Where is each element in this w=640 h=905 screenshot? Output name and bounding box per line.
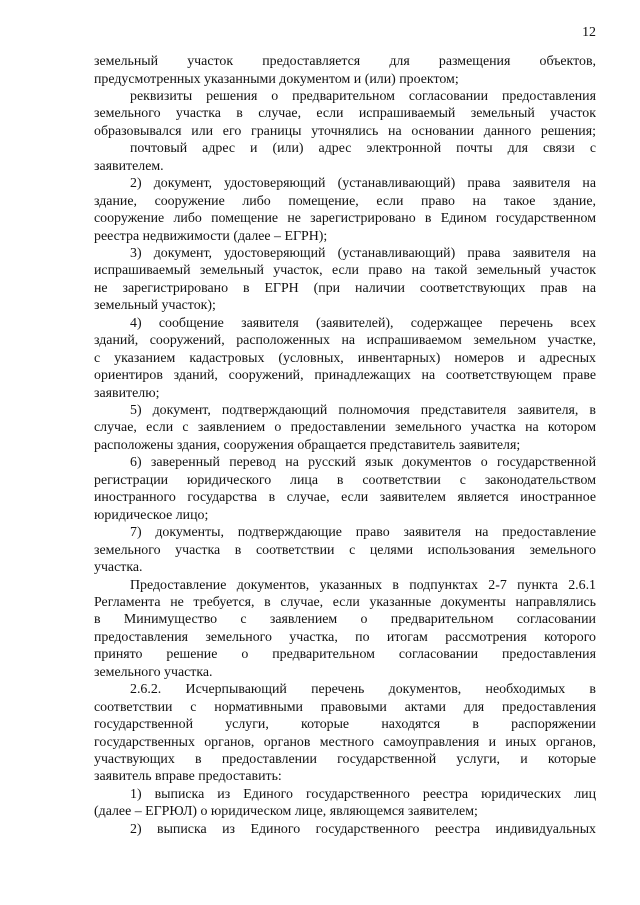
text-line: участка.	[94, 560, 143, 575]
text-line: соответствии с нормативными правовыми актами для предоставления	[94, 699, 596, 715]
text-line: здание, сооружение либо помещение, если право на такое здание,	[94, 193, 596, 209]
text-line: зданий, сооружений, расположенных на испрашиваемом земельном участке,	[94, 333, 596, 349]
text-line: 4) сообщение заявителя (заявителей), содержащее перечень всех	[130, 315, 596, 331]
text-line: государственных органов, органов местного самоуправления и иных органов,	[94, 734, 596, 750]
text-line: земельного участка в случае, если испрашиваемый земельный участок	[94, 106, 596, 122]
text-line: заявителю;	[94, 385, 160, 401]
text-line: земельного участка.	[94, 664, 213, 680]
text-line: участвующих в предоставлении государственной услуги, и которые	[94, 752, 596, 767]
text-line: реквизиты решения о предварительном согласовании предоставления	[130, 88, 596, 104]
text-line: 6) заверенный перевод на русский язык документов о государственной	[130, 455, 596, 471]
text-line: земельного участка в соответствии с целями использования земельного	[94, 542, 596, 558]
text-line: 2) выписка из Единого государственного реестра индивидуальных	[130, 821, 596, 837]
text-line: предоставления земельного участка, по итогам рассмотрения которого	[94, 629, 596, 645]
text-line: 1) выписка из Единого государственного реестра юридических лиц	[130, 786, 596, 802]
text-line: земельный участок предоставляется для размещения объектов,	[94, 54, 596, 69]
text-line: сооружение либо помещение не зарегистрировано в Едином государственном	[94, 211, 596, 226]
text-line: государственной услуги, которые находятся в распоряжении	[94, 717, 596, 733]
text-line: заявитель вправе предоставить:	[94, 769, 282, 785]
text-line: образовывался или его границы уточнялись на основании данного решения;	[94, 123, 596, 139]
text-line: в Минимущество с заявлением о предварительном согласовании	[94, 612, 596, 628]
text-line: 5) документ, подтверждающий полномочия представителя заявителя, в	[130, 403, 596, 418]
text-line: принято решение о предварительном согласовании предоставления	[94, 647, 596, 663]
text-line: Предоставление документов, указанных в подпунктах 2-7 пункта 2.6.1	[130, 577, 596, 593]
text-line: 2) документ, удостоверяющий (устанавливающий) права заявителя на	[130, 176, 596, 192]
text-line: почтовый адрес и (или) адрес электронной почты для связи с	[130, 141, 596, 157]
text-line: ориентиров зданий, сооружений, принадлежащих на соответствующем праве	[94, 368, 596, 384]
text-line: регистрации юридического лица в соответствии с законодательством	[94, 472, 596, 488]
text-line: заявителем.	[94, 158, 164, 174]
text-line: 2.6.2. Исчерпывающий перечень документов, необходимых в	[130, 682, 596, 698]
text-line: предусмотренных указанными документом и (или) проектом;	[94, 71, 459, 87]
text-line: расположены здания, сооружения обращается представитель заявителя;	[94, 437, 521, 453]
text-line: испрашиваемый земельный участок, если право на такой земельный участок	[94, 263, 596, 279]
text-line: случае, если с заявлением о предоставлении земельного участка на котором	[94, 420, 596, 436]
page-number: 12	[582, 25, 596, 40]
text-line: юридическое лицо;	[94, 507, 209, 523]
text-line: не зарегистрировано в ЕГРН (при наличии соответствующих прав на	[94, 280, 596, 296]
text-line: 7) документы, подтверждающие право заявителя на предоставление	[130, 525, 596, 541]
text-line: (далее – ЕГРЮЛ) о юридическом лице, являющемся заявителем;	[94, 804, 478, 820]
text-line: 3) документ, удостоверяющий (устанавливающий) права заявителя на	[130, 245, 596, 261]
text-line: Регламента не требуется, в случае, если указанные документы направлялись	[94, 594, 596, 610]
text-line: реестра недвижимости (далее – ЕГРН);	[94, 228, 328, 244]
text-line: иностранного государства в случае, если заявителем является иностранное	[94, 490, 596, 506]
text-line: с указанием кадастровых (условных, инвентарных) номеров и адресных	[94, 350, 596, 366]
text-line: земельный участок);	[94, 298, 216, 314]
